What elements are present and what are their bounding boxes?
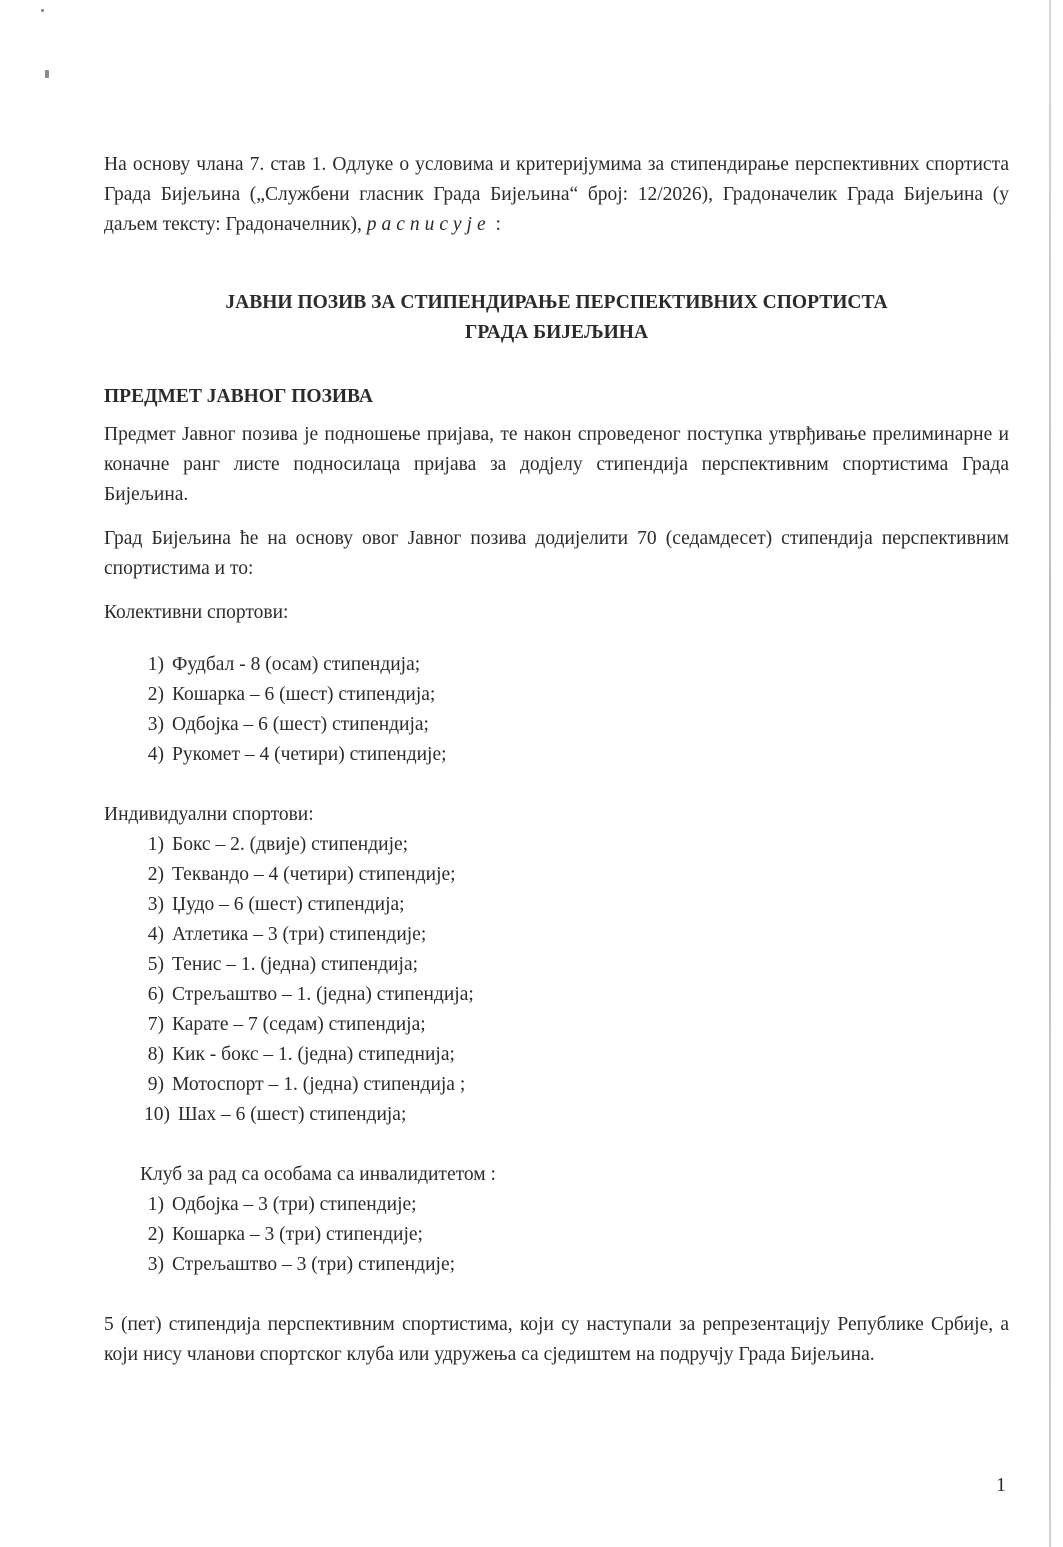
list-item: 1) Бокс – 2. (двије) стипендије;: [147, 834, 409, 855]
list-item: 4) Атлетика – 3 (три) стипендије;: [147, 924, 427, 945]
allocation-paragraph: Град Бијељина ће на основу овог Јавног позива додијелити 70 (седамдесет) стипендија перспективним спортистима и то:: [104, 528, 1009, 579]
intro-end: :: [495, 214, 501, 235]
individual-sports-label: Индивидуални спортови:: [104, 804, 314, 825]
scan-speck: [45, 70, 49, 78]
list-item: 2) Теквандо – 4 (четири) стипендије;: [147, 864, 456, 885]
document-title: [104, 288, 1009, 348]
list-item: 9) Мотоспорт – 1. (једна) стипендија ;: [147, 1074, 466, 1095]
intro-verb: расписује: [366, 214, 491, 235]
list-item: 3) Стрељаштво – 3 (три) стипендије;: [147, 1254, 456, 1275]
list-item: 8) Кик - бокс – 1. (једна) стипеднија;: [147, 1044, 455, 1065]
list-item: 3) Џудо – 6 (шест) стипендија;: [147, 894, 405, 915]
title-line-1: ЈАВНИ ПОЗИВ ЗА СТИПЕНДИРАЊЕ ПЕРСПЕКТИВНИХ СПОРТИСТА: [225, 292, 888, 313]
list-item: 5) Тенис – 1. (једна) стипендија;: [147, 954, 419, 975]
scan-speck: [41, 9, 44, 12]
page-edge: [1049, 0, 1051, 1547]
list-item: 6) Стрељаштво – 1. (једна) стипендија;: [147, 984, 474, 1005]
page-number: 1: [996, 1474, 1006, 1496]
intro-text: На основу члана 7. став 1. Одлуке о условима и критеријумима за стипендирање перспективних спортиста Града Бијељина („Службени гласник Града Бијељина“ број: 12/2026), Градоначелик Града Бијељина (у даљем тексту: Градоначелник),: [104, 154, 1009, 235]
list-item: 10) Шах – 6 (шест) стипендија;: [144, 1104, 407, 1125]
list-item: 7) Карате – 7 (седам) стипендија;: [147, 1014, 426, 1035]
list-item: 2) Кошарка – 3 (три) стипендије;: [147, 1224, 423, 1245]
list-item: 4) Рукомет – 4 (четири) стипендије;: [147, 744, 447, 765]
list-item: 3) Одбојка – 6 (шест) стипендија;: [147, 714, 429, 735]
list-item: 1) Одбојка – 3 (три) стипендије;: [147, 1194, 417, 1215]
title-line-2: ГРАДА БИЈЕЉИНА: [464, 322, 649, 343]
list-item: 2) Кошарка – 6 (шест) стипендија;: [147, 684, 436, 705]
list-item: 1) Фудбал - 8 (осам) стипендија;: [147, 654, 421, 675]
collective-sports-list: [104, 650, 1009, 770]
disability-club-label: Клуб за рад са особама са инвалидитетом :: [140, 1164, 496, 1185]
individual-sports-list: [104, 830, 1009, 1130]
subject-paragraph: Предмет Јавног позива је подношење пријава, те након спроведеног поступка утврђивање прелиминарне и коначне ранг листе подносилаца пријава за додјелу стипендија перспективним спортистима Града Бијељина.: [104, 424, 1009, 505]
intro-paragraph: [104, 150, 1009, 240]
collective-sports-label: Колективни спортови:: [104, 602, 289, 623]
document-body: [104, 150, 1009, 1370]
section-heading: ПРЕДМЕТ ЈАВНОГ ПОЗИВА: [104, 386, 373, 407]
disability-club-list: [104, 1190, 1009, 1280]
closing-paragraph: 5 (пет) стипендија перспективним спортистима, који су наступали за репрезентацију Републике Србије, а који нису чланови спортског клуба или удружења са сједиштем на подручју Града Бијељина.: [104, 1314, 1009, 1365]
